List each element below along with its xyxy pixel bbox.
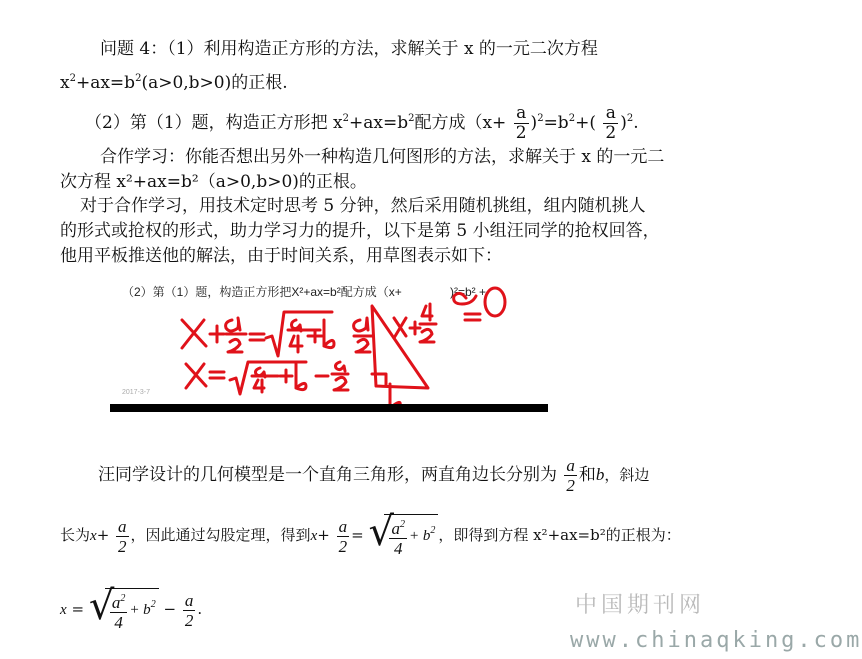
ink-b [324, 320, 334, 348]
text: + [96, 526, 110, 544]
text: − [163, 600, 177, 618]
fraction-a-over-2 [337, 517, 350, 556]
sketch-header-end: )²=b² + [450, 285, 487, 299]
handwritten-sketch [110, 276, 548, 414]
fraction-a-over-2 [116, 517, 129, 556]
explain-line1 [98, 456, 649, 495]
text: ) [620, 113, 627, 133]
exp: 2 [69, 73, 76, 84]
fraction-a-over-2 [514, 104, 529, 143]
watermark-cn: 中国期刊网 [575, 593, 706, 618]
sqrt-expression [368, 509, 438, 558]
text: +( [575, 113, 596, 133]
ink-side-2 [356, 339, 370, 352]
denominator: 2 [566, 476, 575, 495]
text: ) [530, 113, 538, 133]
ink-4 [290, 336, 302, 352]
para-line3: 他用平板推送他的解法，由于时间关系，用草图表示如下： [60, 246, 502, 266]
text: ，因此通过勾股定理，得到 [130, 526, 311, 544]
exp: 2 [120, 593, 126, 604]
denominator: 2 [118, 536, 127, 556]
ink-plus3 [280, 370, 292, 382]
text: 长为 [60, 526, 91, 544]
para-line2: 的形式或抢权的形式，助力学习力的提升，以下是第 5 小组汪同学的抢权回答， [60, 221, 660, 241]
watermark-url: www.chinaqking.com [570, 628, 862, 653]
numerator: a [184, 590, 194, 610]
numerator: a [514, 104, 529, 124]
denominator: 2 [184, 610, 194, 630]
sqrt-sign: √ [368, 509, 394, 555]
exp: 2 [626, 113, 634, 124]
denominator: 2 [338, 536, 348, 556]
var-x: x [90, 528, 97, 544]
sketch-canvas [110, 276, 548, 414]
part2-line [85, 104, 639, 143]
problem4-line2 [60, 68, 288, 94]
text: . [633, 113, 639, 133]
exp: 2 [408, 113, 415, 124]
ink-2 [228, 339, 242, 352]
explain-line2 [60, 509, 681, 558]
problem4-line1: 问题 4：（1）利用构造正方形的方法，求解关于 x 的一元二次方程 [100, 39, 598, 59]
text: ，即得到方程 x²+ax=b²的正根为： [438, 526, 681, 544]
text: + [317, 526, 330, 544]
ink-x1 [182, 320, 206, 348]
denominator: 4 [114, 613, 123, 632]
exp: 2 [399, 519, 405, 530]
exp: 2 [430, 524, 436, 536]
ink-plus [210, 326, 224, 342]
var-x: x [310, 528, 318, 544]
fraction-a-over-2 [603, 104, 618, 143]
exp: 2 [342, 113, 349, 124]
text: 汪同学设计的几何模型是一个直角三角形，两直角边长分别为 [98, 465, 557, 485]
text: 和 [578, 465, 596, 485]
sqrt-expression [88, 583, 159, 632]
ink-equals-small [465, 314, 480, 320]
ink-x-hyp [394, 318, 406, 338]
ink-triangle [372, 306, 428, 388]
ink-a [226, 318, 240, 331]
ink-b2 [296, 364, 306, 390]
exp: 2 [150, 598, 156, 610]
text: +ax=b [75, 73, 136, 93]
var-a: a [391, 519, 400, 538]
para-line1: 对于合作学习，用技术定时思考 5 分钟，然后采用随机挑组，组内随机挑人 [80, 196, 646, 216]
var-b: b [595, 465, 605, 484]
ink-a2 [292, 320, 302, 331]
fraction-a-over-2 [564, 456, 577, 495]
text: (a>0,b>0)的正根. [141, 73, 288, 93]
ink-eq2 [210, 372, 224, 378]
coop-line2: 次方程 x²+ax=b²（a>0,b>0)的正根。 [60, 172, 367, 192]
text: +ax=b [349, 113, 409, 133]
denominator: 2 [515, 123, 527, 143]
fraction-a-over-2 [183, 591, 196, 630]
sketch-date: 2017-3-7 [122, 389, 151, 396]
text: =b [543, 113, 569, 133]
var-a: a [111, 593, 121, 612]
text: （2）第（1）题，构造正方形把 x [85, 113, 343, 133]
numerator: a [603, 104, 618, 124]
coop-line1: 合作学习：你能否想出另外一种构造几何图形的方法，求解关于 x 的一元二 [100, 147, 665, 167]
numerator: a [338, 516, 348, 536]
denominator: 4 [393, 539, 403, 558]
ink-4-hyp [422, 304, 432, 320]
numerator: a [118, 516, 127, 536]
sqrt-sign: √ [88, 583, 115, 629]
text: = [351, 526, 364, 544]
ink-side-a [354, 318, 368, 331]
ink-2-hyp [420, 329, 434, 342]
ink-plus-hyp [410, 322, 420, 334]
exp: 2 [537, 113, 544, 124]
ink-circle [485, 288, 505, 316]
ink-plus2 [308, 330, 322, 342]
ink-x2 [186, 364, 206, 388]
ink-a3 [256, 368, 266, 377]
var-x: x [60, 602, 67, 618]
numerator: a [566, 456, 575, 475]
sketch-baseline-bar [110, 404, 548, 412]
sketch-header: （2）第（1）题，构造正方形把X²+ax=b²配方成（x+ [122, 285, 402, 299]
ink-eq [250, 334, 264, 340]
text: = [71, 600, 85, 618]
text: + b [408, 527, 431, 544]
handwriting-strokes [182, 288, 505, 410]
var-x: x [60, 73, 70, 93]
exp: 2 [135, 73, 142, 84]
text: + b [129, 601, 151, 618]
ink-a4 [336, 362, 346, 371]
ink-2c [334, 377, 348, 390]
text: ，斜边 [604, 466, 650, 484]
exp: 2 [568, 113, 576, 124]
text: . [197, 600, 203, 618]
denominator: 2 [605, 123, 617, 143]
text: 配方成（x+ [414, 113, 507, 133]
ink-4b [254, 380, 264, 392]
final-answer [60, 583, 203, 632]
